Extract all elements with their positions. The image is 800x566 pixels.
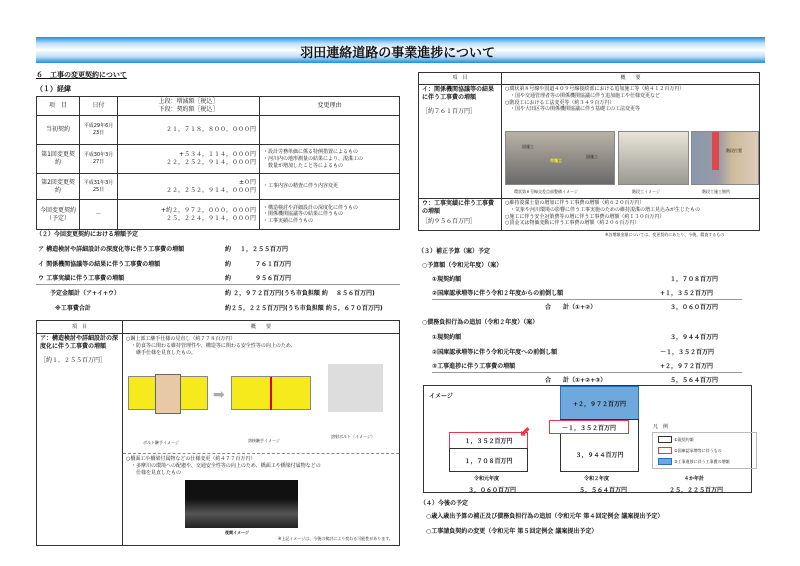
item-cell <box>37 334 123 546</box>
item-cell: 第2回変更契約 <box>37 174 80 200</box>
intersection-photo <box>505 131 615 185</box>
approx-mark: 約 <box>225 275 232 282</box>
col-header: 概 要 <box>123 321 400 334</box>
budget-row-value: ３，９４４百万円 <box>670 334 719 341</box>
increase-note: ※各増額金額については、変更契約にあたり、今後、精査するもの <box>605 232 725 237</box>
increase-value: ９５６百万円 <box>255 275 292 282</box>
legend-swatch-increase <box>658 458 672 465</box>
text-line: ・国や大田区等の関係機関協議に伴う基礎工の工法変更等 <box>505 106 641 113</box>
year-total: ５，５６４百万円 <box>579 487 628 494</box>
contract-block-r2: ３，９４４百万円 <box>560 419 639 472</box>
budget-row-label: ①現契約額 <box>432 276 462 283</box>
col-header: 項 目 <box>37 97 80 116</box>
image-note: ※上記イメージは、今後の検討により変わる可能性があります。 <box>278 536 393 541</box>
contract-block-r1: １，７０８百万円 <box>449 448 528 472</box>
bolt-joint-diagram <box>128 376 208 410</box>
table-row <box>37 116 400 145</box>
col-header: 項 目 <box>419 73 502 85</box>
diff-value: ±０円 <box>238 178 256 186</box>
image-caption: 夜間イメージ <box>225 530 249 535</box>
col-header-upper: 上段：増減額［税込］ <box>158 98 219 105</box>
budget-total-label: 合 計（①+②） <box>545 304 597 311</box>
total-value: 約２５，２２５百万円(うち市負担額 約５，６７０百万円) <box>225 305 383 312</box>
subtotal-value: 約 ２，９７２百万円(うち市負担額 約 ８５６百万円) <box>225 290 375 297</box>
table-row <box>37 174 400 200</box>
year-label: 令和２年度 <box>584 476 610 482</box>
diff-value: +５３４，１１４，０００円 <box>178 151 256 159</box>
date-cell: 平成31年3月25日 <box>80 174 118 200</box>
contract-value: ２１，７１８，８００，０００円 <box>165 126 256 134</box>
history-table <box>36 96 400 230</box>
item-amount: ［約７６１百万円］ <box>422 108 477 116</box>
diff-value: +約２，９７２，０００，０００円 <box>160 206 256 214</box>
date-cell: 平成30年3月27日 <box>80 145 118 174</box>
text-line: ○環状第８号線や国道４０９号線接続部における追加施工等（約４１２百万円） <box>505 86 685 92</box>
col-header-lower: 下段：契約額［税込］ <box>158 106 219 114</box>
contract-value: ２２，２５２，９１４，０００円 <box>165 159 256 167</box>
year-label: 令和元年度 <box>474 476 500 482</box>
future-heading: （４）今後の予定 <box>420 500 469 507</box>
text-line: ○階段工における工法変更等（約３４９百万円） <box>505 99 615 106</box>
stairs-position-marker <box>712 132 719 170</box>
amount-cell <box>118 200 260 230</box>
splice-plate <box>155 374 181 414</box>
stairs-photo <box>618 131 689 185</box>
year-total: ２５，２２５百万円 <box>669 487 724 494</box>
budget-image-diagram <box>423 385 752 493</box>
photo-label: 国施工 <box>522 144 534 149</box>
curved-arrow-icon: ⬋ <box>519 424 531 440</box>
item-cell <box>419 199 502 231</box>
increase-label: ア 構造検討や詳細設計の深度化等に伴う工事費の増額 <box>38 246 185 253</box>
budget-row-label: ①現契約額 <box>432 334 462 341</box>
budget-total-value: ５，５６４百万円 <box>670 377 719 384</box>
budget-group-title: ○債務負担行為の追加（令和２年度）（案） <box>422 319 539 326</box>
budget-row-value: １，７０８百万円 <box>670 276 719 283</box>
reason-line: ・工事実績に伴うもの <box>263 218 314 225</box>
reason-line: ・構造検討や詳細設計の深度化に伴うもの <box>263 204 359 211</box>
summary-cell <box>502 85 760 199</box>
text-line: ・気象や河川環境の影響に伴う工事実施のための維持浚渫の増工見込みが生じたもの <box>505 206 701 213</box>
reason-cell <box>260 116 400 145</box>
item-cell: 今回変更契約（予定） <box>37 200 80 230</box>
budget-total-value: ３，０６０百万円 <box>670 304 719 311</box>
image-caption: 環状第８号線交差点部整備イメージ <box>514 189 578 194</box>
item-title: ウ：工事実績に伴う工事費の増額 <box>422 200 495 216</box>
detail-table-iu <box>418 72 760 231</box>
increase-heading: （２）今回変更契約における増額予定 <box>36 231 139 238</box>
future-item: ○歳入歳出予算の補正及び債務負担行為の追加（令和元年 第４回定例会 議案提出予定） <box>426 513 664 520</box>
page-title: 羽田連絡道路の事業進捗について <box>300 46 495 61</box>
divider <box>432 299 742 300</box>
advance-minus-block: －１，３５２百万円 <box>549 420 629 434</box>
budget-row-value: +１，３５２百万円 <box>660 290 714 297</box>
year-total: ３，０６０百万円 <box>468 487 517 494</box>
diagram-label: イメージ <box>429 393 453 400</box>
item-amount: ［約９５６百万円］ <box>422 218 477 226</box>
item-cell: 第1回変更契約 <box>37 145 80 174</box>
col-header: 概 要 <box>502 73 760 85</box>
legend <box>652 432 757 469</box>
bolt-photo <box>328 364 383 412</box>
photo-label: 階段位置 <box>726 148 742 153</box>
increase-value: １，２５５百万円 <box>240 246 289 253</box>
image-caption: 溶接継手イメージ <box>248 438 280 443</box>
legend-swatch-contract <box>658 436 672 443</box>
arrow-right-icon: ➡ <box>213 387 225 403</box>
increase-block: +２，９７２百万円 <box>560 386 639 420</box>
summary-cell <box>502 199 760 231</box>
increase-value: ７６１百万円 <box>255 261 292 268</box>
reason-line: ・河川内の地形測量の結果により、浚渫工の <box>263 155 364 162</box>
item-title: イ：関係機関協議等の結果に伴う工事費の増額 <box>422 86 495 102</box>
approx-mark: 約 <box>225 261 232 268</box>
increase-label: ウ 工事実績に伴う工事費の増額 <box>38 275 125 282</box>
reason-cell <box>260 200 400 230</box>
photo-label: 市施工 <box>550 158 562 163</box>
item-cell <box>419 85 502 199</box>
amount-cell <box>118 174 260 200</box>
text-line: ○橋面工や橋梁付属物などの仕様変更（約４７７百万円） <box>126 456 256 462</box>
legend-label: ②国庫認承増等に伴うもの <box>674 448 722 453</box>
reason-cell: ・工事内容の精査に伴う内容変更 <box>260 174 400 200</box>
text-line: ○施工に伴う安全対策費等の増に伴う工事費の増額（約１３０百万円） <box>505 213 665 220</box>
reason-line: ・関係機関協議等の結果に伴うもの <box>263 211 344 218</box>
item-title: ア：構造検討や詳細設計の深度化に伴う工事費の増額 <box>40 335 119 351</box>
divider <box>432 372 742 373</box>
item-amount: ［約１，２５５百万円］ <box>40 357 107 365</box>
date-cell: 平成29年6月23日 <box>80 116 118 145</box>
night-view-photo <box>185 480 298 528</box>
item-cell: 当初契約 <box>37 116 80 145</box>
text-line: ○賃金又は物価変動に伴う工事費の増額（約２０６百万円） <box>505 220 640 227</box>
table-row <box>37 200 400 230</box>
text-line: 仕様を見直したもの <box>126 469 182 476</box>
legend-label: ③工事進捗に伴う工事費の増額 <box>674 459 730 464</box>
budget-row-value: +２，９７２百万円 <box>660 363 714 370</box>
increase-label: イ 関係機関協議等の結果に伴う工事費の増額 <box>38 261 161 268</box>
joint-spec-section <box>123 334 399 454</box>
reason-cell <box>260 145 400 174</box>
budget-group-title: ○予算額（令和元年度）（案） <box>422 262 503 269</box>
text-line: ○維持浚渫土量の増加に伴う工事費の増額（約６２０百万円） <box>505 200 645 206</box>
image-caption: 階段工施工箇所 <box>702 189 730 194</box>
budget-row-label: ②国庫認承増等に伴う令和２年度からの前倒し額 <box>432 290 564 297</box>
weld-joint-diagram <box>231 376 311 410</box>
reason-line: 数量が増加したこと等によるもの <box>263 162 344 169</box>
legend-swatch-advance <box>658 447 672 454</box>
year-label: ４か年計 <box>684 476 705 482</box>
image-caption: 溶射ボルト（イメージ） <box>331 434 375 439</box>
contract-value: ２５，２２４，９１４，０００円 <box>165 214 256 222</box>
subtotal-label: 予定金額計（ア+イ+ウ） <box>50 290 121 297</box>
divider <box>36 284 400 285</box>
budget-row-value: －１，３５２百万円 <box>660 349 715 356</box>
detail-table-a <box>36 320 400 546</box>
text-line: ・多摩川の環境への配慮や、交通安全性等の向上のため、橋面工や橋梁付属物などの <box>126 462 321 469</box>
budget-row-label: ②国庫認承増等に伴う令和元年度への前倒し額 <box>432 349 558 356</box>
text-line: ・防食等に関わる維持管理性や、構造等に関わる安全性等の向上のため、 <box>126 342 296 349</box>
image-caption: 階段工イメージ <box>632 189 660 194</box>
text-line: 継手仕様を見直したもの。 <box>126 349 196 356</box>
title-bar <box>36 37 765 63</box>
history-heading: （１）経緯 <box>36 85 71 93</box>
reason-line: ・設計労務単価に係る特例措置によるもの <box>263 149 359 156</box>
budget-total-label: 合 計（①+②+③） <box>545 377 607 384</box>
total-label: ※工事費合計 <box>55 305 91 312</box>
image-caption: ボルト継手イメージ <box>143 440 179 445</box>
text-line: ○鋼上部工継手仕様の見直し（約７７８百万円） <box>126 336 236 342</box>
budget-heading: （３）補正予算（案）予定 <box>418 248 491 255</box>
amount-cell <box>118 145 260 174</box>
contract-value: ２２，２５２，９１４，０００円 <box>165 186 256 194</box>
section-6-heading: ６ 工事の変更契約について <box>36 71 127 79</box>
legend-title: 凡 例 <box>653 424 669 430</box>
text-line: ・国や交通管理者等の関係機関協議に伴う追加施工や仕様変更など <box>505 92 661 99</box>
photo-label: 国施工 <box>586 154 598 159</box>
amount-cell <box>118 116 260 145</box>
budget-row-label: ③工事進捗に伴う工事費の増額 <box>432 363 516 370</box>
legend-label: ①現契約額 <box>674 437 694 442</box>
stairs-site-photo <box>691 131 759 185</box>
advance-plus-block: １，３５２百万円 <box>449 432 528 449</box>
weld-line <box>270 377 272 410</box>
col-header: 変更理由 <box>260 97 400 116</box>
col-header: 項 目 <box>37 321 123 334</box>
table-row <box>37 145 400 174</box>
col-header: 日付 <box>80 97 118 116</box>
summary-cell <box>123 334 400 546</box>
approx-mark: 約 <box>225 246 232 253</box>
date-cell: － <box>80 200 118 230</box>
bridge-spec-section <box>123 454 399 544</box>
col-header <box>118 97 260 116</box>
future-item: ○工事請負契約の変更（令和元年 第５回定例会 議案提出予定） <box>426 528 598 535</box>
